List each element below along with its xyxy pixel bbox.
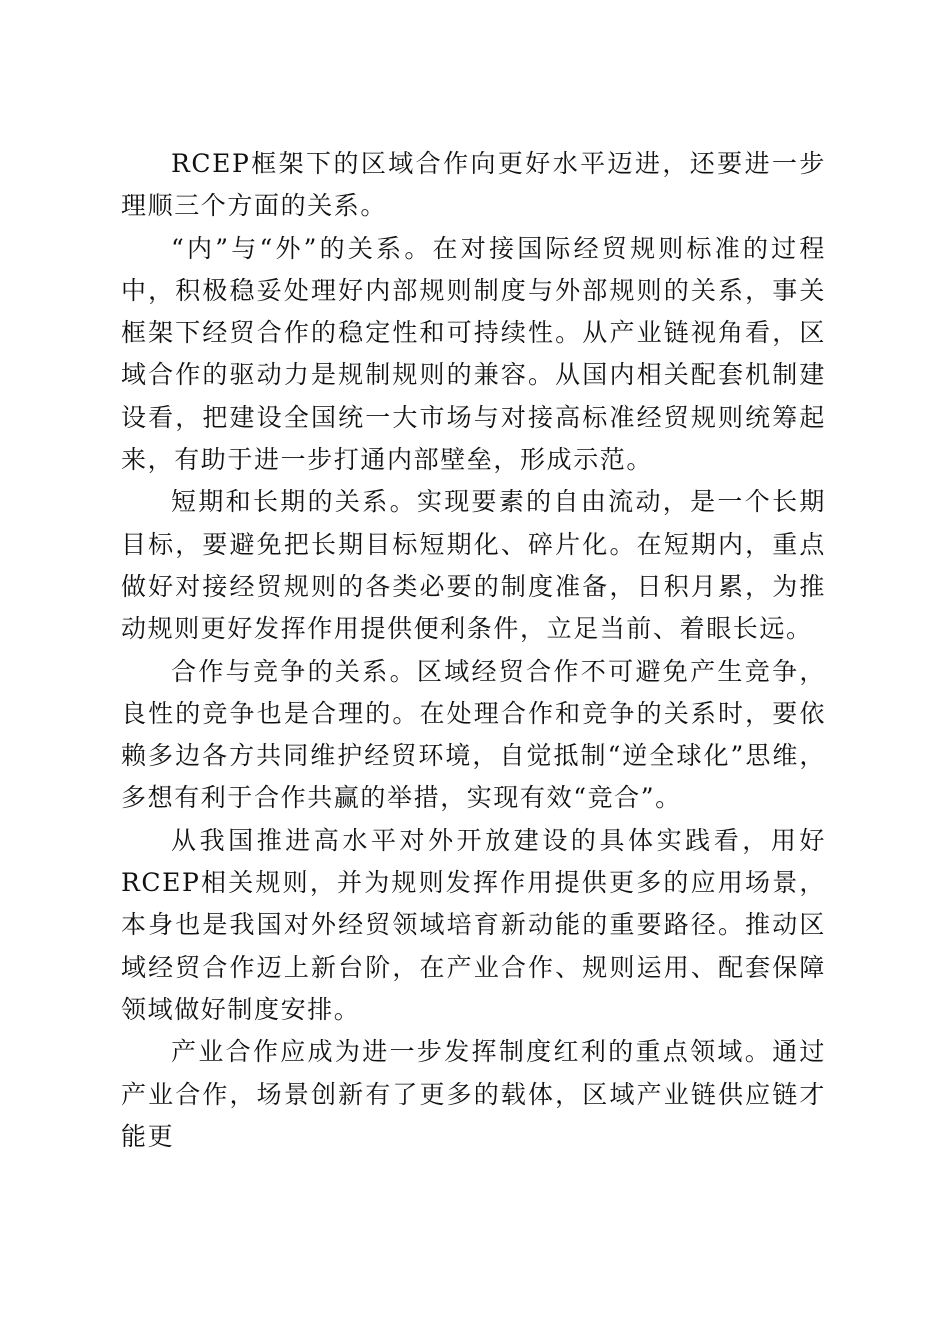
paragraph-intro: RCEP框架下的区域合作向更好水平迈进，还要进一步理顺三个方面的关系。 — [121, 149, 826, 221]
document-body — [121, 143, 826, 1158]
paragraph-inner-outer: “内”与“外”的关系。在对接国际经贸规则标准的过程中，积极稳妥处理好内部规则制度与外部规则的关系，事关框架下经贸合作的稳定性和可持续性。从产业链视角看，区域合作的驱动力是规制规则的兼容。从国内相关配套机制建设看，把建设全国统一大市场与对接高标准经贸规则统筹起来，有助于进一步打通内部壁垒，形成示范。 — [121, 233, 826, 475]
paragraph-industrial-cooperation: 产业合作应成为进一步发挥制度红利的重点领域。通过产业合作，场景创新有了更多的载体，区域产业链供应链才能更 — [121, 1037, 826, 1151]
paragraph-rcep-practice: 从我国推进高水平对外开放建设的具体实践看，用好RCEP相关规则，并为规则发挥作用提供更多的应用场景，本身也是我国对外经贸领域培育新动能的重要路径。推动区域经贸合作迈上新台阶，在产业合作、规则运用、配套保障领域做好制度安排。 — [121, 825, 826, 1024]
paragraph-cooperation-competition: 合作与竞争的关系。区域经贸合作不可避免产生竞争，良性的竞争也是合理的。在处理合作和竞争的关系时，要依赖多边各方共同维护经贸环境，自觉抵制“逆全球化”思维，多想有利于合作共赢的举措，实现有效“竞合”。 — [121, 656, 826, 813]
paragraph-short-long-term: 短期和长期的关系。实现要素的自由流动，是一个长期目标，要避免把长期目标短期化、碎片化。在短期内，重点做好对接经贸规则的各类必要的制度准备，日积月累，为推动规则更好发挥作用提供便利条件，立足当前、着眼长远。 — [121, 487, 826, 644]
